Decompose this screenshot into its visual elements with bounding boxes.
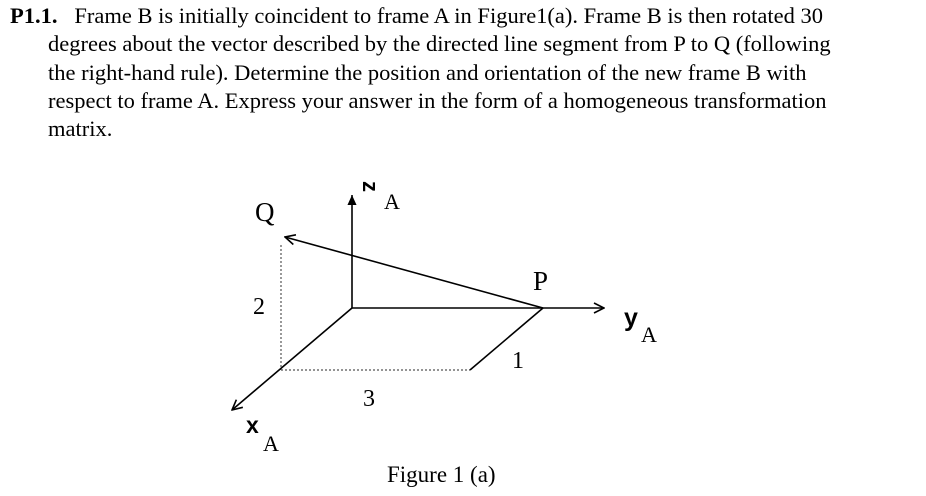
point-p-label: P (533, 266, 549, 296)
y-axis-letter: y (624, 304, 638, 332)
problem-line-2: degrees about the vector described by the directed line segment from P to Q (following (48, 31, 831, 57)
point-q-label: Q (255, 197, 275, 227)
problem-line-3: the right-hand rule). Determine the position and orientation of the new frame B with (48, 59, 807, 85)
frame-lines (232, 195, 604, 410)
dimension-1-label: 1 (512, 348, 524, 374)
problem-id: P1.1. (10, 3, 58, 28)
dimension-2-label: 2 (253, 294, 265, 320)
y-axis-subscript: A (641, 322, 657, 347)
x-axis-subscript: A (263, 431, 279, 456)
x-axis-line (232, 308, 352, 410)
z-axis-subscript: A (384, 189, 400, 214)
dimension-3-label: 3 (363, 386, 375, 412)
z-axis-letter: z (358, 181, 383, 192)
problem-line-1: P1.1. Frame B is initially coincident to frame A in Figure1(a). Frame B is then rotated 30 (10, 3, 823, 28)
problem-line-4: respect to frame A. Express your answer in the form of a homogeneous transformation (48, 87, 827, 113)
p-diagonal-line (470, 308, 543, 370)
problem-line-5: matrix. (48, 116, 113, 142)
p-to-q-vector-line (285, 237, 543, 308)
figure-caption: Figure 1 (a) (387, 462, 496, 487)
x-axis-letter: x (246, 412, 259, 438)
